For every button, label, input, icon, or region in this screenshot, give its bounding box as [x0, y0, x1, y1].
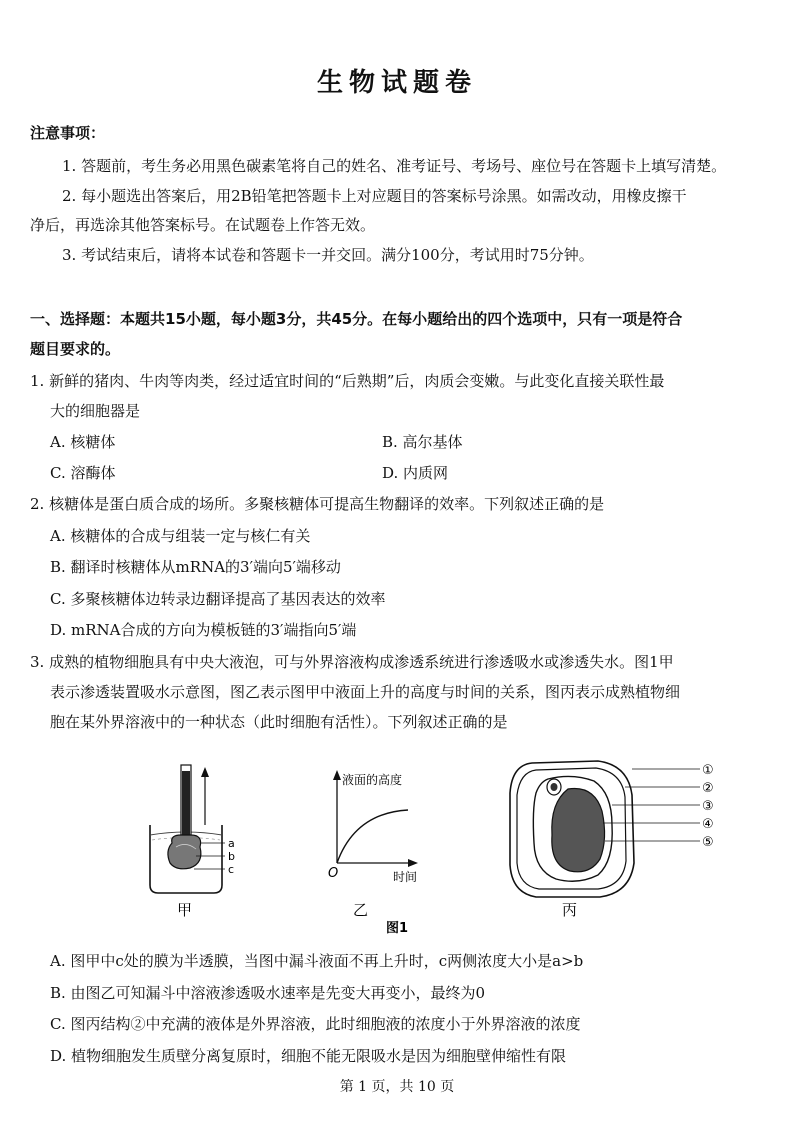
figure-caption: 图1: [386, 921, 409, 935]
section-heading: 一、选择题：本题共15小题，每小题3分，共45分。在每小题给出的四个选项中，只有一项是符合: [30, 310, 683, 328]
label-bing: 丙: [562, 901, 578, 919]
q1-option-b: B. 高尔基体: [382, 433, 463, 451]
notice-item: 1. 答题前，考生务必用黑色碳素笔将自己的姓名、准考证号、考场号、座位号在答题卡上填写清楚。: [62, 157, 727, 175]
q2-option-c: C. 多聚核糖体边转录边翻译提高了基因表达的效率: [50, 590, 386, 608]
y-axis-label: 液面的高度: [342, 773, 403, 787]
label-1: ①: [702, 763, 714, 778]
q2-option-b: B. 翻译时核糖体从mRNA的3′端向5′端移动: [50, 558, 341, 576]
label-5: ⑤: [702, 835, 714, 850]
x-axis-label: 时间: [393, 870, 418, 884]
section-heading-cont: 题目要求的。: [30, 340, 121, 358]
q3-option-c: C. 图丙结构②中充满的液体是外界溶液，此时细胞液的浓度小于外界溶液的浓度: [50, 1015, 581, 1033]
q3-option-b: B. 由图乙可知漏斗中溶液渗透吸水速率是先变大再变小，最终为0: [50, 984, 486, 1002]
q1-option-d: D. 内质网: [382, 464, 449, 482]
q1-option-c: C. 溶酶体: [50, 464, 116, 482]
q3-stem: 3. 成熟的植物细胞具有中央大液泡，可与外界溶液构成渗透系统进行渗透吸水或渗透失水。图1甲: [30, 653, 674, 671]
notice-item: 净后，再选涂其他答案标号。在试题卷上作答无效。: [30, 216, 376, 234]
label-c: c: [228, 863, 235, 876]
label-b: b: [228, 850, 235, 863]
q3-option-a: A. 图甲中c处的膜为半透膜，当图中漏斗液面不再上升时，c两侧浓度大小是a>b: [50, 952, 584, 970]
label-2: ②: [702, 781, 714, 796]
q3-stem-cont: 表示渗透装置吸水示意图，图乙表示图甲中液面上升的高度与时间的关系，图丙表示成熟植物细: [50, 683, 681, 701]
q3-option-d: D. 植物细胞发生质壁分离复原时，细胞不能无限吸水是因为细胞壁伸缩性有限: [50, 1047, 567, 1065]
label-jia: 甲: [177, 901, 193, 919]
q1-stem: 1. 新鲜的猪肉、牛肉等肉类，经过适宜时间的“后熟期”后，肉质会变嫩。与此变化直接关联性最: [30, 372, 665, 390]
figure-1: [0, 755, 794, 935]
origin-label: O: [328, 866, 339, 881]
label-a: a: [228, 837, 235, 850]
page-footer: 第 1 页，共 10 页: [339, 1079, 455, 1095]
notice-heading: 注意事项：: [30, 124, 106, 142]
label-yi: 乙: [353, 901, 369, 919]
osmosis-apparatus-diagram: [150, 765, 225, 893]
notice-item: 3. 考试结束后，请将本试卷和答题卡一并交回。满分100分，考试用时75分钟。: [62, 246, 594, 264]
q2-stem: 2. 核糖体是蛋白质合成的场所。多聚核糖体可提高生物翻译的效率。下列叙述正确的是: [30, 495, 605, 513]
label-4: ④: [702, 817, 714, 832]
page-title: 生物试题卷: [316, 68, 477, 98]
notice-item: 2. 每小题选出答案后，用2B铅笔把答题卡上对应题目的答案标号涂黑。如需改动，用橡皮擦干: [62, 187, 687, 205]
q1-option-a: A. 核糖体: [50, 433, 116, 451]
label-3: ③: [702, 799, 714, 814]
q3-stem-cont: 胞在某外界溶液中的一种状态（此时细胞有活性）。下列叙述正确的是: [50, 713, 508, 731]
plant-cell-diagram: [510, 761, 700, 897]
q2-option-a: A. 核糖体的合成与组装一定与核仁有关: [50, 527, 311, 545]
q1-stem-cont: 大的细胞器是: [50, 402, 141, 420]
q2-option-d: D. mRNA合成的方向为模板链的3′端指向5′端: [50, 621, 357, 639]
